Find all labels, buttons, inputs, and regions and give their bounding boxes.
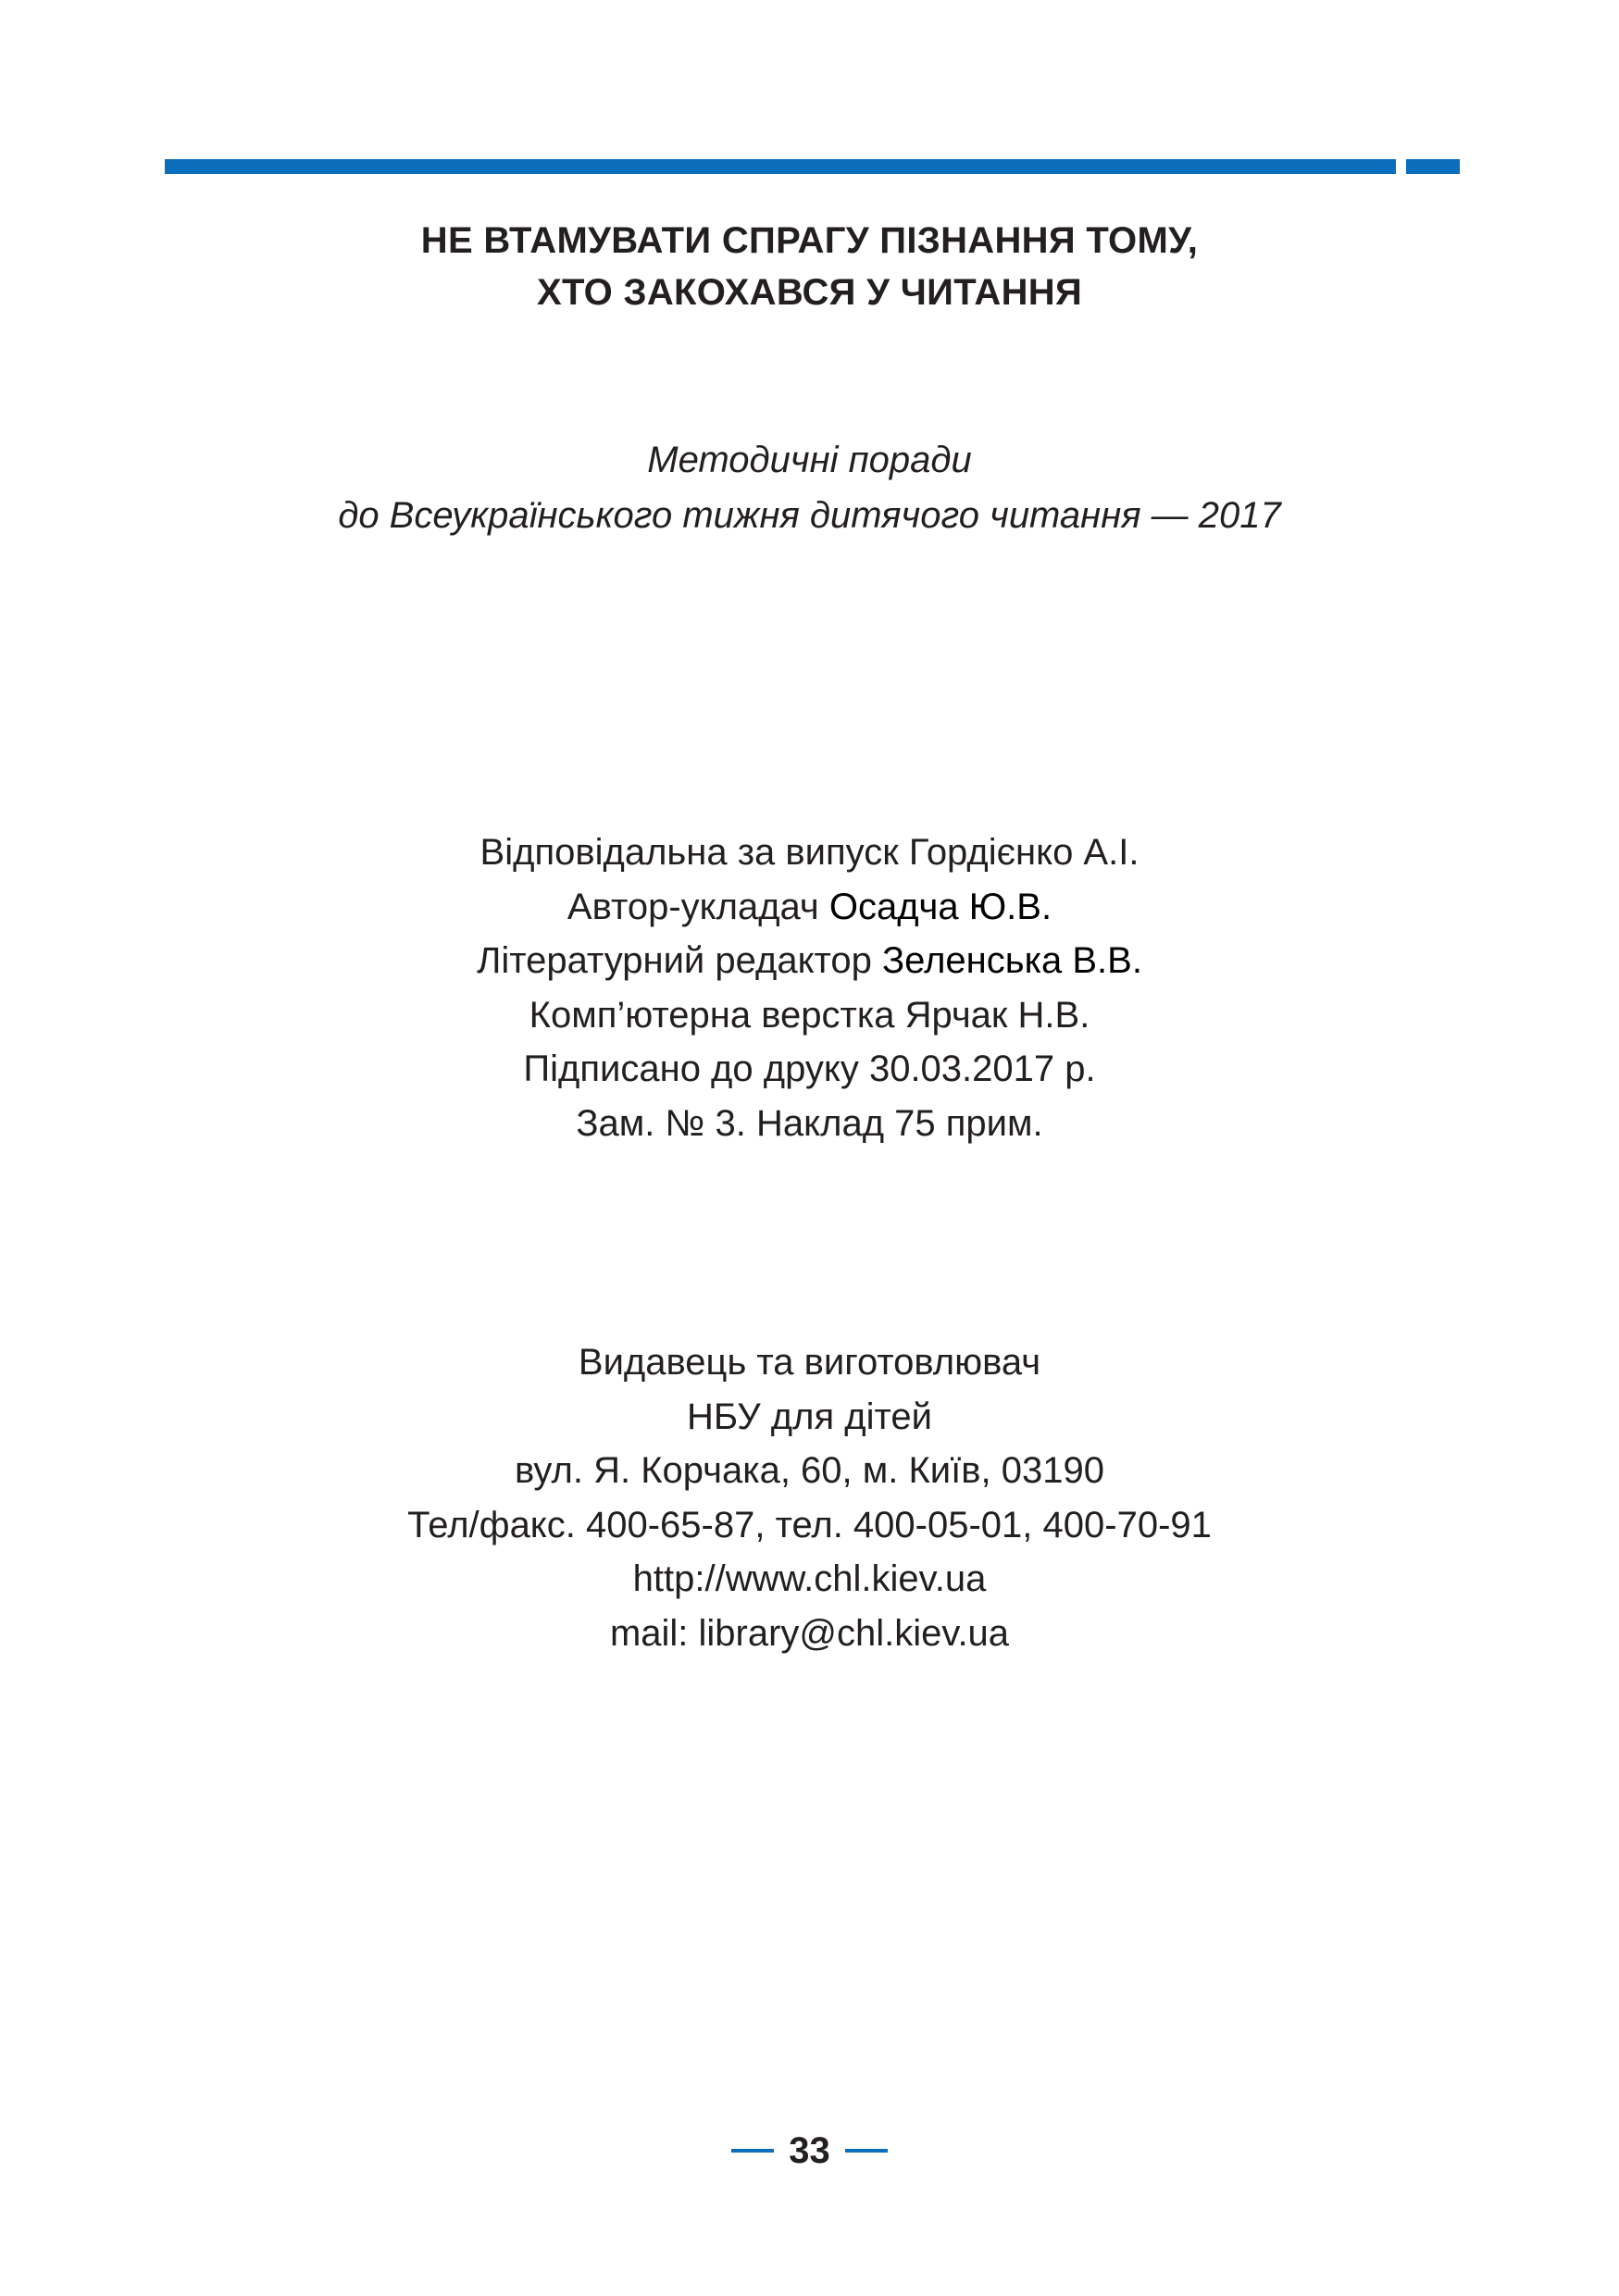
credit-layout-label: Комп’ютерна верстка [529,994,905,1036]
page-number-dash-left [731,2149,774,2153]
publisher-line-2: НБУ для дітей [687,1396,932,1437]
title-line-2: ХТО ЗАКОХАВСЯ У ЧИТАННЯ [536,272,1083,313]
credit-editor-name: Зеленська В.В. [882,940,1142,981]
credit-responsible-label: Відповідальна за випуск [479,832,909,873]
title-line-1: НЕ ВТАМУВАТИ СПРАГУ ПІЗНАННЯ ТОМУ, [420,220,1199,261]
credit-order: Зам. № 3. Наклад 75 прим. [576,1102,1043,1144]
credit-layout-name: Ярчак Н.В. [904,994,1090,1036]
subtitle-line-1: Методичні поради [647,440,972,480]
credit-editor-label: Літературний редактор [477,940,883,981]
subtitle [0,432,1619,543]
credit-author-label: Автор-укладач [567,886,829,927]
publisher-line-1: Видавець та виготовлювач [578,1342,1041,1383]
publisher-email[interactable]: mail: library@chl.kiev.ua [609,1612,1010,1654]
credit-responsible-name: Гордієнко А.І. [908,832,1140,873]
page-title [0,215,1619,318]
credits-block [0,825,1619,1150]
credit-author-name: Осадча Ю.В. [828,886,1052,927]
page-number: 33 [789,2130,830,2171]
credit-responsible [0,825,1619,880]
top-rule [165,159,1396,174]
page-number-dash-right [845,2149,888,2153]
publisher-address: вул. Я. Корчака, 60, м. Київ, 03190 [515,1450,1104,1491]
credit-signed: Підписано до друку 30.03.2017 р. [523,1049,1096,1089]
publisher-block [0,1335,1619,1660]
top-rule-end [1406,159,1460,174]
credit-author [0,880,1619,935]
publisher-website[interactable]: http://www.chl.kiev.ua [632,1558,987,1599]
credit-layout [0,988,1619,1043]
publisher-phones: Тел/факс. 400-65-87, тел. 400-05-01, 400-70-91 [407,1504,1212,1545]
subtitle-line-2: до Всеукраїнського тижня дитячого читання — 2017 [338,495,1281,536]
page-number-block [0,2128,1619,2173]
credit-editor [0,934,1619,988]
